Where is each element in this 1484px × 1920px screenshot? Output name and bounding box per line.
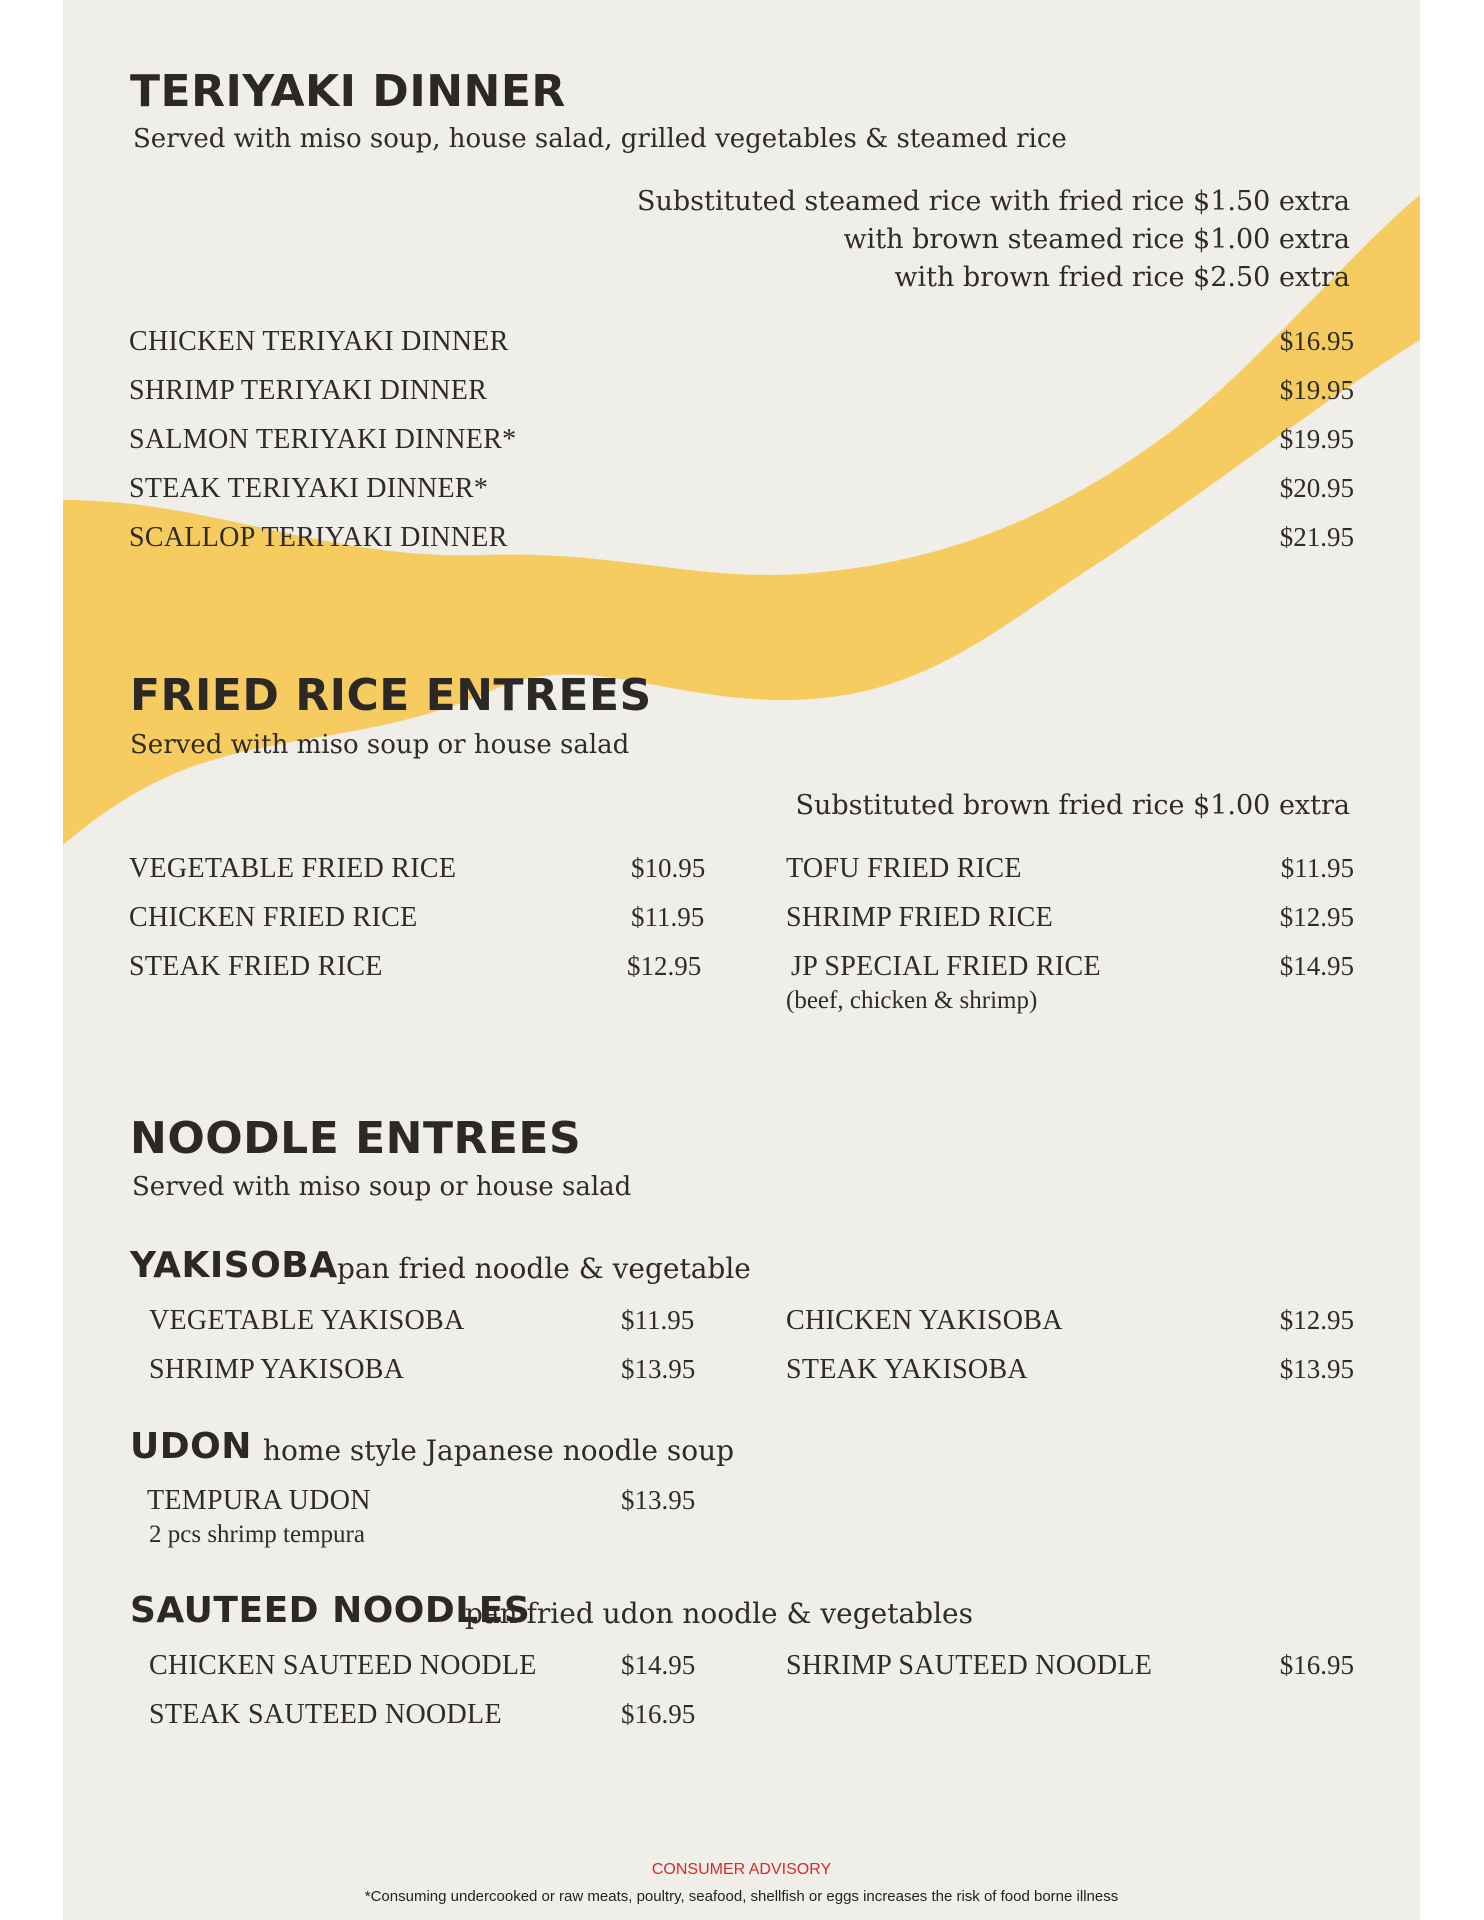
- consumer-advisory-title: CONSUMER ADVISORY: [651, 1861, 832, 1878]
- menu-item-detail: (beef, chicken & shrimp): [786, 987, 1038, 1014]
- fried-rice-title: FRIED RICE ENTREES: [130, 670, 652, 721]
- menu-item-name: TEMPURA UDON: [147, 1485, 371, 1516]
- teriyaki-note: Substituted steamed rice with fried rice $1.50 extra: [636, 186, 1350, 217]
- menu-item-price: $10.95: [631, 853, 706, 883]
- yakisoba-title: YAKISOBA: [130, 1245, 338, 1286]
- menu-item-name: STEAK FRIED RICE: [129, 951, 383, 982]
- menu-item-price: $12.95: [1279, 902, 1354, 932]
- menu-item-price: $11.95: [631, 902, 705, 932]
- teriyaki-note: with brown fried rice $2.50 extra: [894, 262, 1350, 293]
- menu-item-price: $14.95: [1279, 951, 1354, 981]
- menu-item-name: SHRIMP SAUTEED NOODLE: [786, 1650, 1153, 1681]
- menu-item-price: $13.95: [621, 1485, 696, 1515]
- menu-item-price: $11.95: [621, 1305, 695, 1335]
- udon-title: UDON: [130, 1426, 252, 1467]
- menu-item-name: STEAK TERIYAKI DINNER*: [129, 473, 489, 504]
- menu-item-price: $12.95: [627, 951, 702, 981]
- menu-item-name: SHRIMP YAKISOBA: [149, 1354, 405, 1385]
- consumer-advisory-text: *Consuming undercooked or raw meats, poultry, seafood, shellfish or eggs increases the risk of food borne illness: [364, 1888, 1119, 1905]
- menu-item-name: VEGETABLE FRIED RICE: [129, 853, 457, 884]
- noodle-subtitle: Served with miso soup or house salad: [132, 1172, 632, 1202]
- udon-desc: home style Japanese noodle soup: [263, 1434, 735, 1467]
- menu-item-name: STEAK YAKISOBA: [786, 1354, 1028, 1385]
- fried-rice-subtitle: Served with miso soup or house salad: [130, 730, 630, 760]
- sauteed-title: SAUTEED NOODLES: [130, 1590, 531, 1631]
- menu-page: [63, 0, 1420, 1920]
- menu-item-price: $19.95: [1279, 375, 1354, 405]
- menu-item-price: $14.95: [621, 1650, 696, 1680]
- menu-item-name: VEGETABLE YAKISOBA: [149, 1305, 465, 1336]
- menu-item-name: CHICKEN YAKISOBA: [786, 1305, 1063, 1336]
- menu-item-name: CHICKEN SAUTEED NOODLE: [149, 1650, 537, 1681]
- menu-item-name: CHICKEN TERIYAKI DINNER: [129, 326, 509, 357]
- teriyaki-note: with brown steamed rice $1.00 extra: [843, 224, 1350, 255]
- menu-item-name: SHRIMP TERIYAKI DINNER: [129, 375, 488, 406]
- menu-item-name: TOFU FRIED RICE: [786, 853, 1022, 884]
- noodle-title: NOODLE ENTREES: [130, 1113, 582, 1164]
- menu-item-price: $11.95: [1280, 853, 1354, 883]
- teriyaki-subtitle: Served with miso soup, house salad, grilled vegetables & steamed rice: [133, 124, 1067, 154]
- menu-item-price: $16.95: [1279, 326, 1354, 356]
- menu-item-price: $16.95: [621, 1699, 696, 1729]
- menu-item-price: $13.95: [621, 1354, 696, 1384]
- menu-item-name: SALMON TERIYAKI DINNER*: [129, 424, 517, 455]
- menu-item-price: $12.95: [1279, 1305, 1354, 1335]
- menu-item-price: $21.95: [1279, 522, 1354, 552]
- menu-item-name: JP SPECIAL FRIED RICE: [791, 951, 1101, 982]
- menu-item-name: SCALLOP TERIYAKI DINNER: [129, 522, 508, 553]
- menu-item-name: CHICKEN FRIED RICE: [129, 902, 418, 933]
- menu-item-price: $20.95: [1279, 473, 1354, 503]
- menu-item-price: $16.95: [1279, 1650, 1354, 1680]
- menu-item-name: STEAK SAUTEED NOODLE: [149, 1699, 502, 1730]
- menu-item-price: $19.95: [1279, 424, 1354, 454]
- menu-item-price: $13.95: [1279, 1354, 1354, 1384]
- yakisoba-desc: pan fried noodle & vegetable: [337, 1252, 751, 1285]
- menu-item-detail: 2 pcs shrimp tempura: [149, 1521, 365, 1548]
- sauteed-desc: pan fried udon noodle & vegetables: [465, 1597, 973, 1630]
- teriyaki-title: TERIYAKI DINNER: [130, 66, 566, 117]
- menu-item-name: SHRIMP FRIED RICE: [786, 902, 1053, 933]
- fried-rice-note: Substituted brown fried rice $1.00 extra: [795, 790, 1350, 821]
